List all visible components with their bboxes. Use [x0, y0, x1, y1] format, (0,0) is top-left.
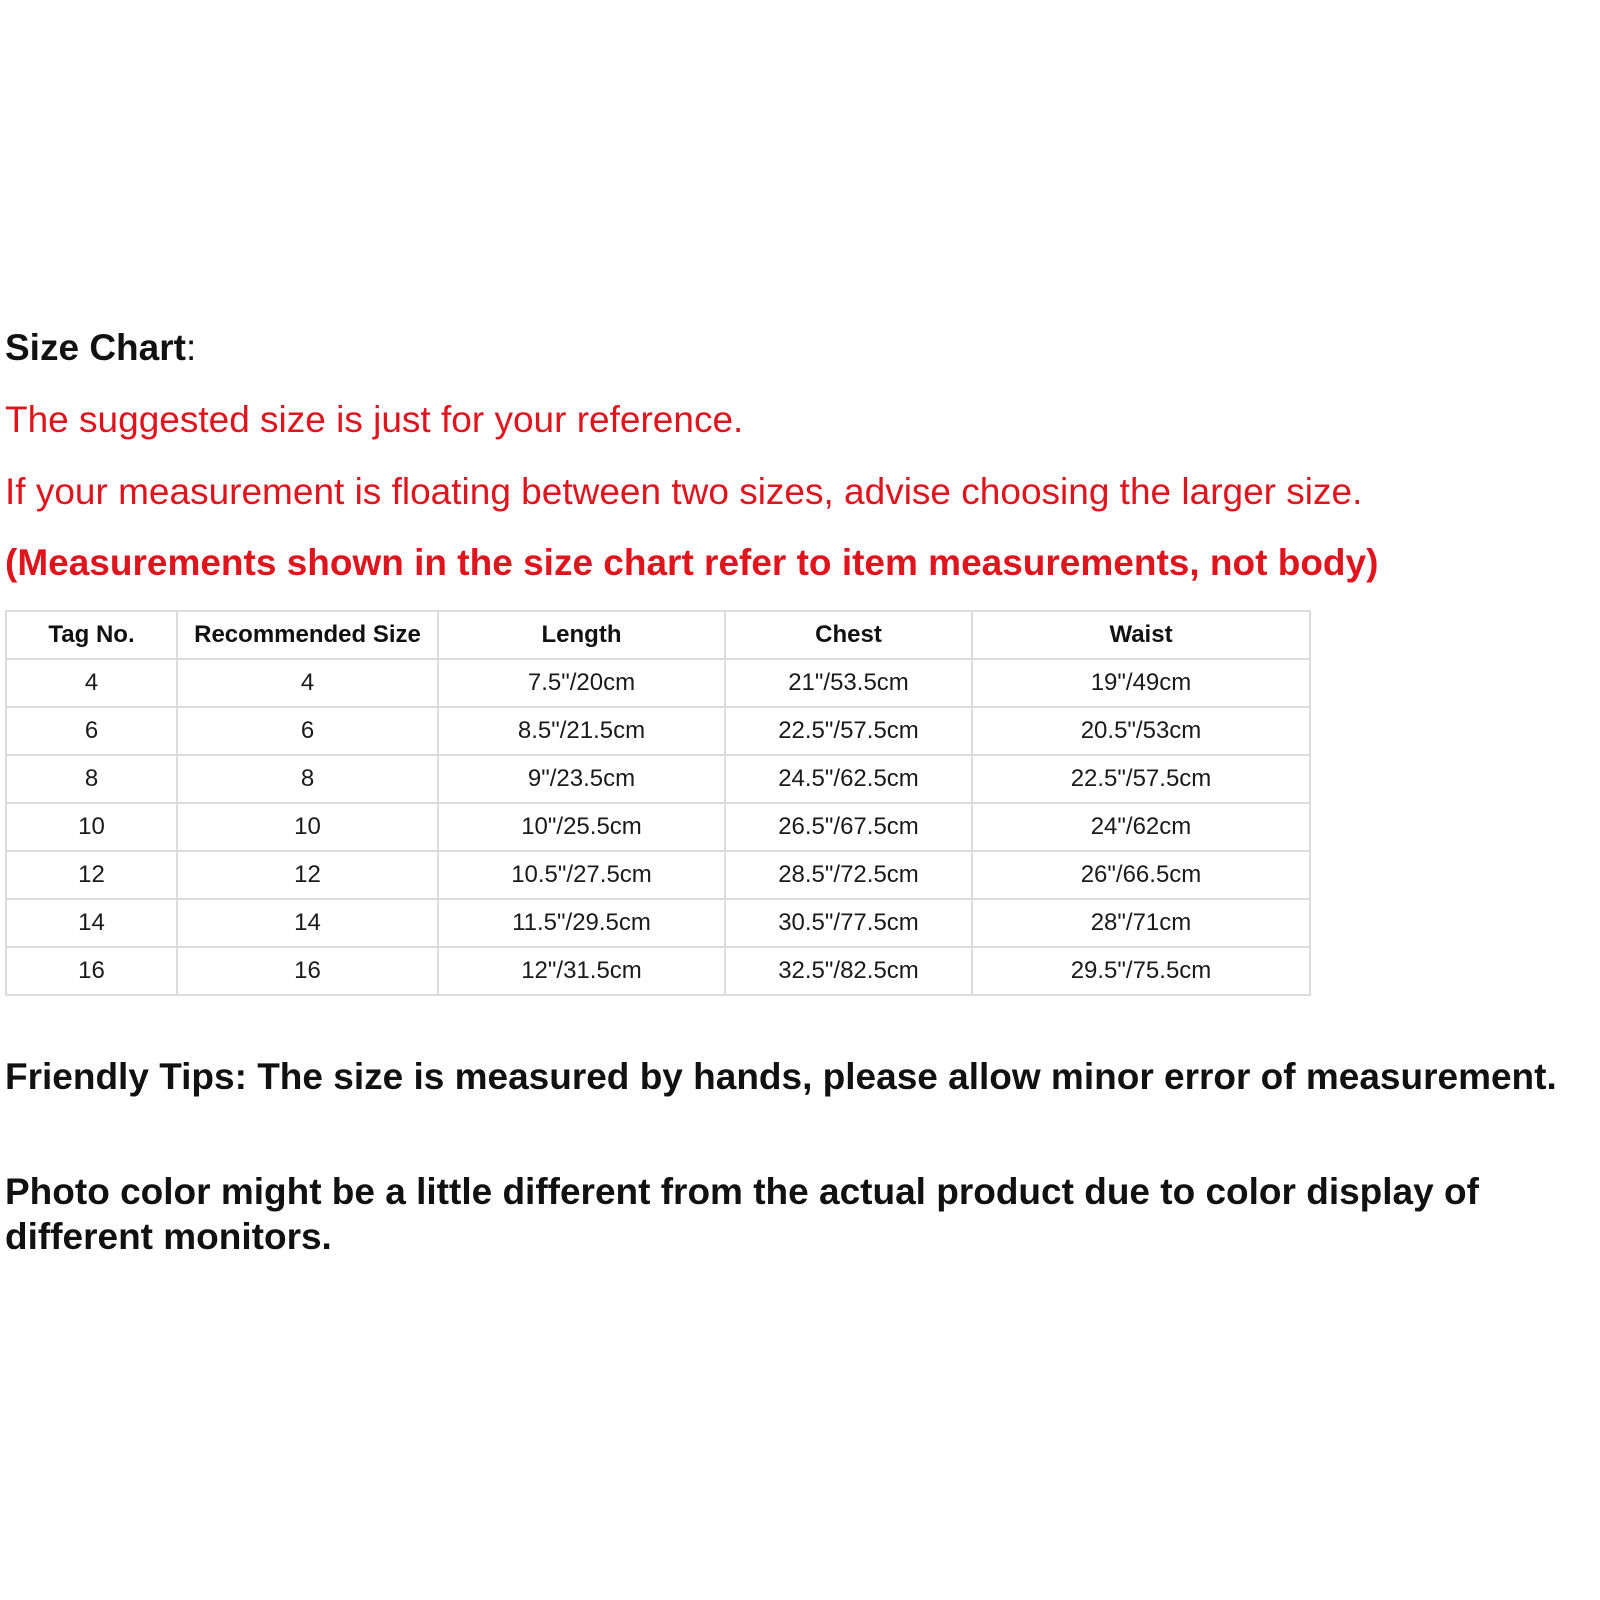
larger-size-advice: If your measurement is floating between two sizes, advise choosing the larger size.	[5, 471, 1363, 512]
cell-waist: 22.5"/57.5cm	[972, 755, 1310, 803]
cell-chest: 32.5"/82.5cm	[725, 947, 972, 995]
cell-recommended-size: 12	[177, 851, 438, 899]
table-row	[6, 947, 1310, 995]
table-row	[6, 899, 1310, 947]
cell-tag-no: 6	[6, 707, 177, 755]
cell-recommended-size: 14	[177, 899, 438, 947]
cell-chest: 26.5"/67.5cm	[725, 803, 972, 851]
measurement-disclaimer: (Measurements shown in the size chart refer to item measurements, not body)	[5, 542, 1379, 583]
cell-waist: 20.5"/53cm	[972, 707, 1310, 755]
cell-length: 11.5"/29.5cm	[438, 899, 725, 947]
cell-length: 10.5"/27.5cm	[438, 851, 725, 899]
cell-length: 12"/31.5cm	[438, 947, 725, 995]
cell-length: 7.5"/20cm	[438, 659, 725, 707]
reference-note: The suggested size is just for your reference.	[5, 399, 744, 440]
friendly-tips: Friendly Tips: The size is measured by hands, please allow minor error of measurement.	[5, 1056, 1557, 1097]
cell-length: 9"/23.5cm	[438, 755, 725, 803]
cell-tag-no: 14	[6, 899, 177, 947]
cell-tag-no: 16	[6, 947, 177, 995]
cell-waist: 24"/62cm	[972, 803, 1310, 851]
cell-length: 8.5"/21.5cm	[438, 707, 725, 755]
column-header-waist: Waist	[972, 611, 1310, 659]
cell-waist: 19"/49cm	[972, 659, 1310, 707]
cell-tag-no: 4	[6, 659, 177, 707]
cell-recommended-size: 10	[177, 803, 438, 851]
table-row	[6, 659, 1310, 707]
table-row	[6, 851, 1310, 899]
cell-length: 10"/25.5cm	[438, 803, 725, 851]
cell-chest: 24.5"/62.5cm	[725, 755, 972, 803]
page-title	[5, 326, 196, 370]
cell-chest: 22.5"/57.5cm	[725, 707, 972, 755]
title-colon: :	[185, 327, 197, 368]
cell-waist: 29.5"/75.5cm	[972, 947, 1310, 995]
title-text: Size Chart	[5, 327, 186, 368]
cell-chest: 28.5"/72.5cm	[725, 851, 972, 899]
column-header-chest: Chest	[725, 611, 972, 659]
cell-waist: 28"/71cm	[972, 899, 1310, 947]
table-header-row	[6, 611, 1310, 659]
cell-tag-no: 12	[6, 851, 177, 899]
cell-chest: 30.5"/77.5cm	[725, 899, 972, 947]
cell-recommended-size: 4	[177, 659, 438, 707]
column-header-recommended-size: Recommended Size	[177, 611, 438, 659]
cell-waist: 26"/66.5cm	[972, 851, 1310, 899]
column-header-length: Length	[438, 611, 725, 659]
column-header-tag-no: Tag No.	[6, 611, 177, 659]
cell-chest: 21"/53.5cm	[725, 659, 972, 707]
table-row	[6, 803, 1310, 851]
cell-tag-no: 10	[6, 803, 177, 851]
cell-recommended-size: 8	[177, 755, 438, 803]
cell-recommended-size: 16	[177, 947, 438, 995]
table-row	[6, 707, 1310, 755]
cell-tag-no: 8	[6, 755, 177, 803]
table-row	[6, 755, 1310, 803]
cell-recommended-size: 6	[177, 707, 438, 755]
photo-color-note: Photo color might be a little different from the actual product due to color display of different monitors.	[5, 1171, 1479, 1257]
size-table	[5, 610, 1311, 996]
